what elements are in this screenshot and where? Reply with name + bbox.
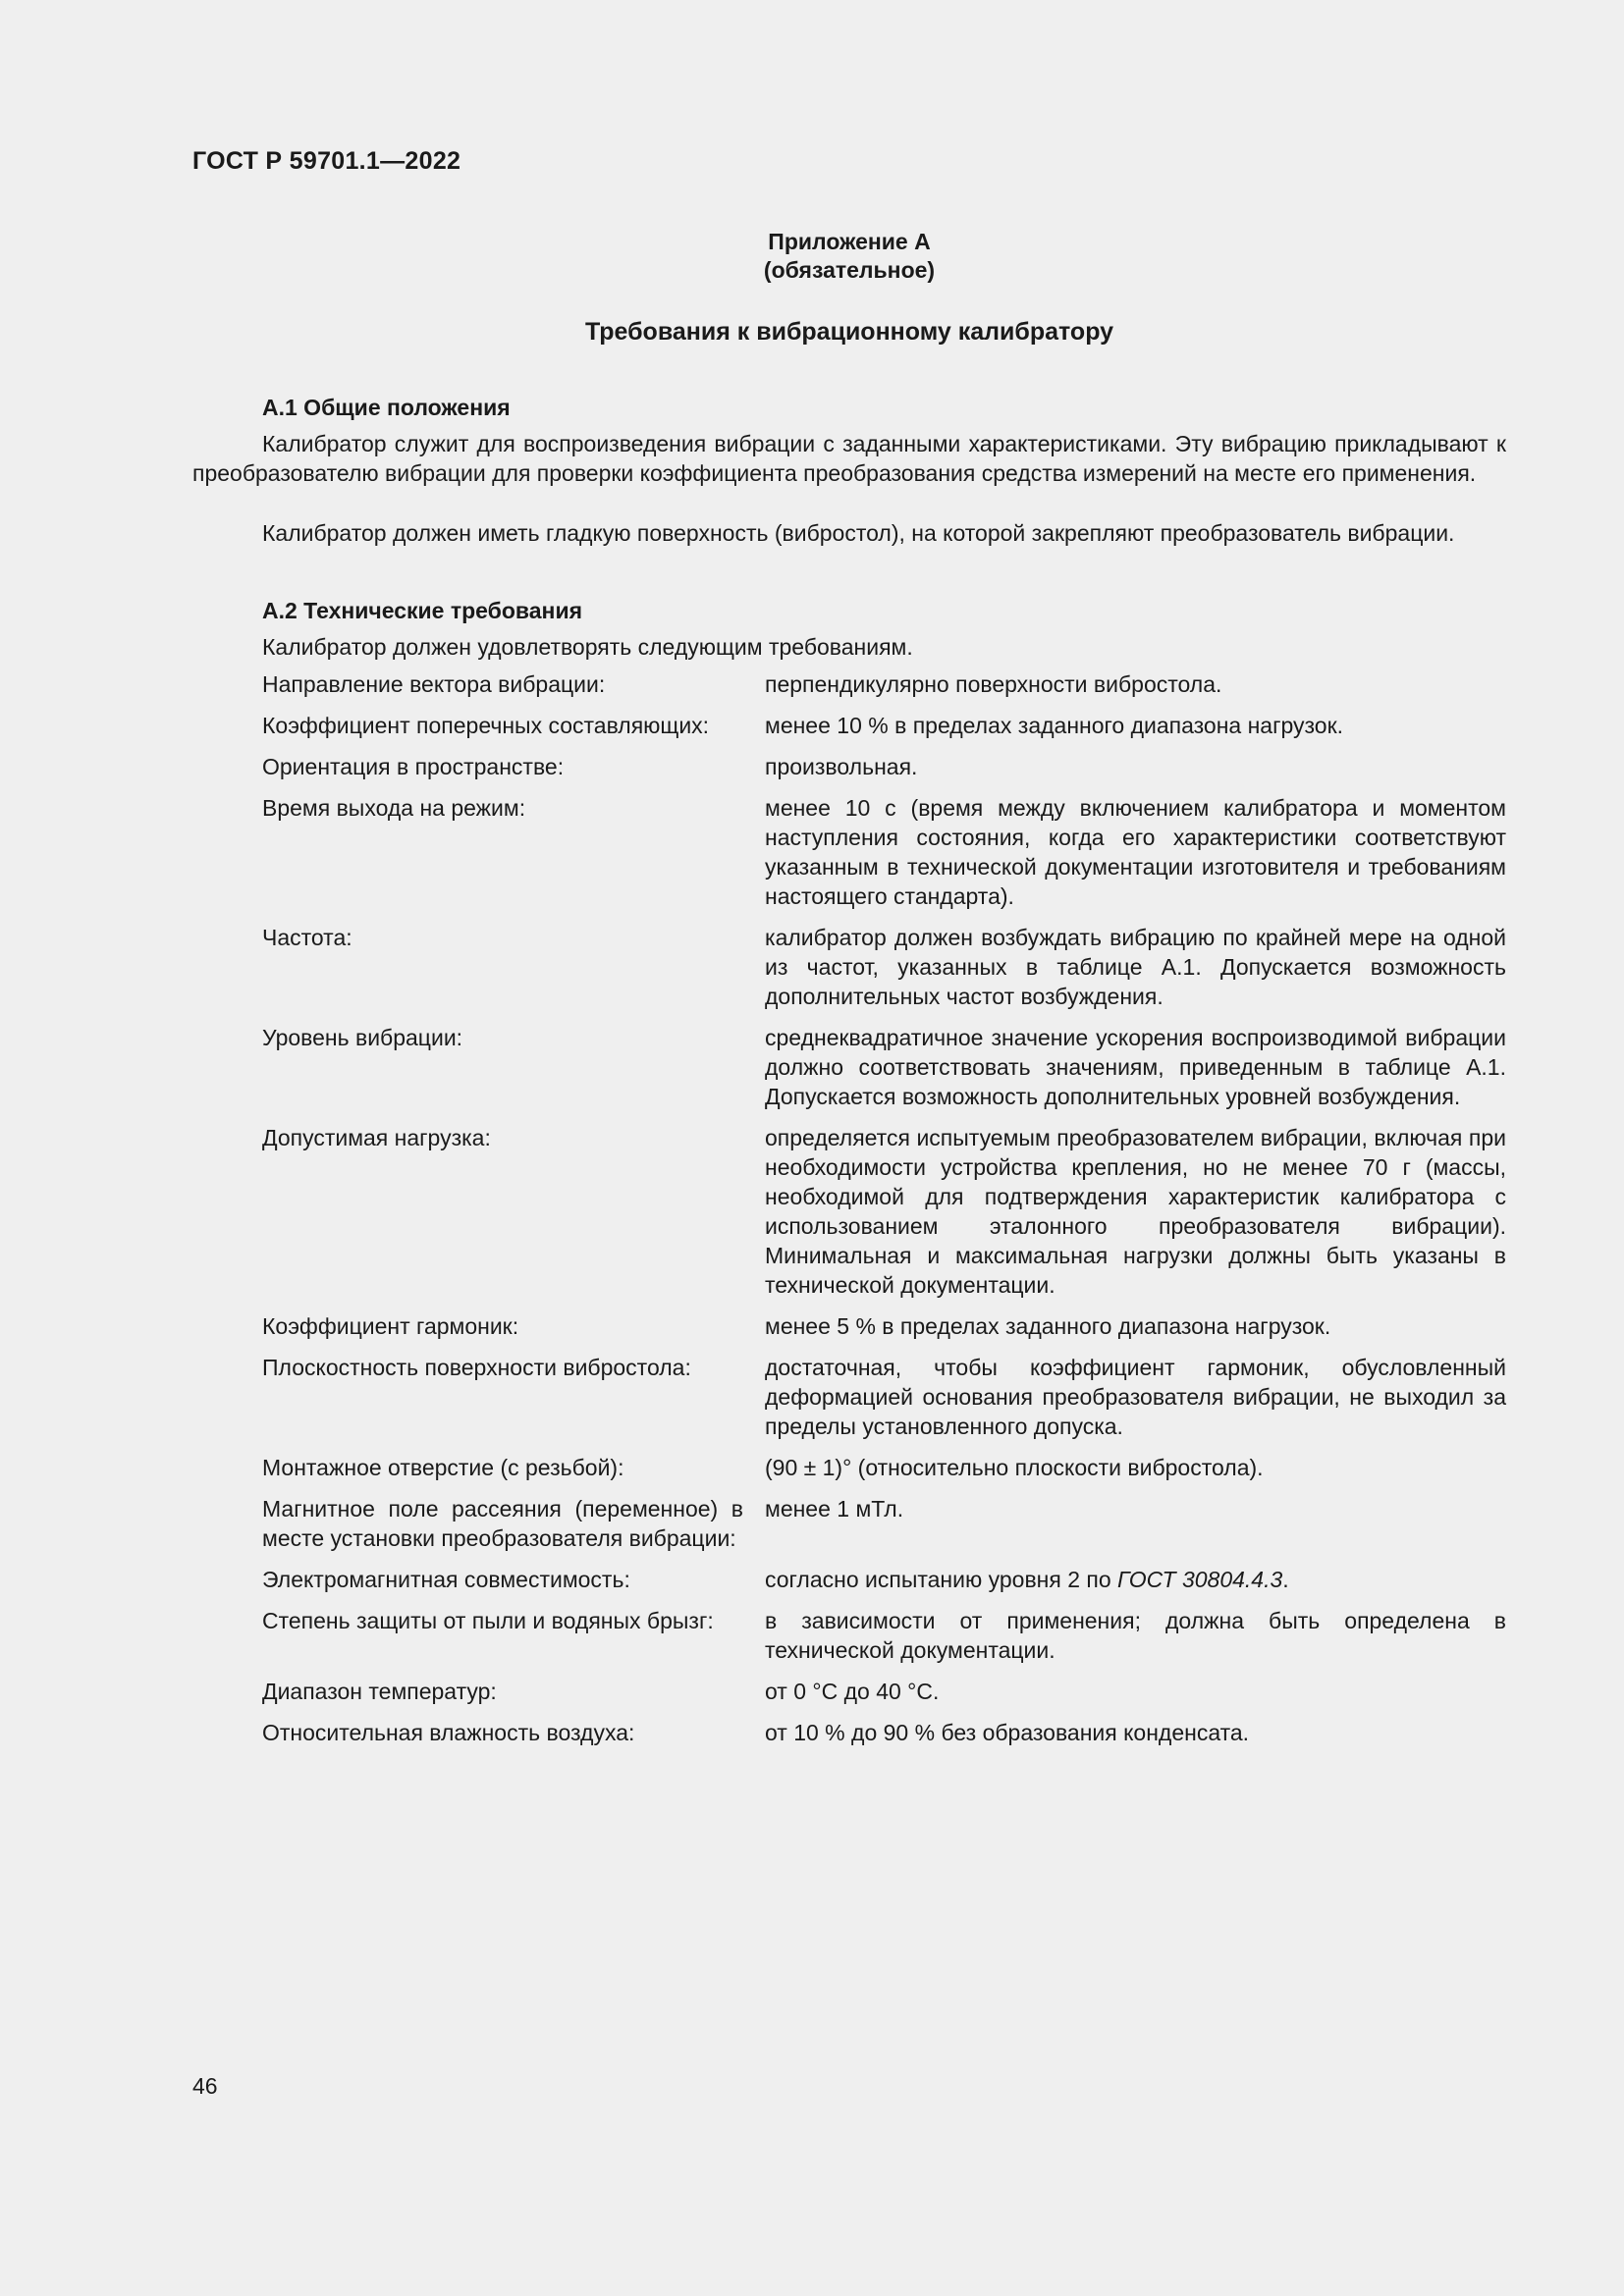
- requirement-row: [262, 1453, 1506, 1482]
- requirement-row: [262, 752, 1506, 781]
- requirement-value: калибратор должен возбуждать вибрацию по крайней мере на одной из частот, указанных в таблице А.1. Допускается возможность дополнительных частот возбуждения.: [765, 925, 1506, 1009]
- requirement-row: [262, 1494, 1506, 1553]
- requirements-list: [262, 669, 1506, 1759]
- requirement-row: [262, 711, 1506, 740]
- requirement-label: Направление вектора вибрации:: [262, 671, 606, 697]
- requirement-label: Степень защиты от пыли и водяных брызг:: [262, 1608, 714, 1633]
- requirement-value-prefix: согласно испытанию уровня 2 по: [765, 1567, 1118, 1592]
- requirement-label: Диапазон температур:: [262, 1679, 497, 1704]
- requirement-value: менее 10 с (время между включением калибратора и моментом наступления состояния, когда его характеристики соответствуют указанным в технической документации изготовителя и требованиям настоящего стандарта).: [765, 795, 1506, 909]
- requirement-value: перпендикулярно поверхности вибростола.: [765, 671, 1222, 697]
- paragraph-a1-purpose: Калибратор служит для воспроизведения вибрации с заданными характеристиками. Эту вибрацию прикладывают к преобразователю вибрации для проверки коэффициента преобразования средства измерений на месте его применения.: [192, 431, 1506, 486]
- requirement-label: Допустимая нагрузка:: [262, 1125, 491, 1150]
- requirement-value: (90 ± 1)° (относительно плоскости вибростола).: [765, 1455, 1264, 1480]
- requirement-value: [765, 1565, 1506, 1594]
- section-heading-a2: А.2 Технические требования: [262, 598, 582, 623]
- requirement-value: от 10 % до 90 % без образования конденсата.: [765, 1720, 1250, 1745]
- requirement-value: от 0 °С до 40 °С.: [765, 1679, 940, 1704]
- section-heading-a1: А.1 Общие положения: [262, 395, 511, 420]
- requirement-row: [262, 1353, 1506, 1441]
- paragraph-a2-intro: Калибратор должен удовлетворять следующим требованиям.: [262, 634, 913, 660]
- requirement-row: [262, 1677, 1506, 1706]
- requirement-value: достаточная, чтобы коэффициент гармоник, обусловленный деформацией основания преобразователя вибрации, не выходил за пределы установленного допуска.: [765, 1355, 1506, 1439]
- requirement-row: [262, 1718, 1506, 1747]
- requirement-label: Электромагнитная совместимость:: [262, 1567, 630, 1592]
- requirement-label: Монтажное отверстие (с резьбой):: [262, 1455, 624, 1480]
- requirement-row: [262, 1565, 1506, 1594]
- requirement-row: [262, 1123, 1506, 1300]
- requirement-value: менее 5 % в пределах заданного диапазона нагрузок.: [765, 1313, 1331, 1339]
- requirement-value-suffix: .: [1282, 1567, 1289, 1592]
- paragraph-a1-surface: Калибратор должен иметь гладкую поверхность (вибростол), на которой закрепляют преобразователь вибрации.: [262, 520, 1455, 546]
- requirement-label: Время выхода на режим:: [262, 795, 526, 821]
- requirement-value: определяется испытуемым преобразователем вибрации, включая при необходимости устройства крепления, но не менее 70 г (массы, необходимой для подтверждения характеристик калибратора с использованием эталонного преобразователя вибрации). Минимальная и максимальная нагрузки должны быть указаны в технической документации.: [765, 1125, 1506, 1298]
- requirement-label: Относительная влажность воздуха:: [262, 1720, 635, 1745]
- requirement-label: Частота:: [262, 925, 352, 950]
- requirement-label: Коэффициент гармоник:: [262, 1313, 519, 1339]
- requirement-label: Коэффициент поперечных составляющих:: [262, 713, 710, 738]
- requirement-row: [262, 1606, 1506, 1665]
- requirement-value: в зависимости от применения; должна быть определена в технической документации.: [765, 1608, 1506, 1663]
- annex-label: Приложение А: [768, 229, 931, 254]
- requirement-value: произвольная.: [765, 754, 918, 779]
- standard-reference: ГОСТ 30804.4.3: [1117, 1567, 1283, 1592]
- requirement-label: Ориентация в пространстве:: [262, 754, 565, 779]
- requirement-row: [262, 1311, 1506, 1341]
- requirement-label: Магнитное поле рассеяния (переменное) в месте установки преобразователя вибрации:: [262, 1496, 743, 1551]
- requirement-value: менее 1 мТл.: [765, 1496, 904, 1522]
- requirement-value: среднеквадратичное значение ускорения воспроизводимой вибрации должно соответствовать значениям, приведенным в таблице А.1. Допускается возможность дополнительных уровней возбуждения.: [765, 1025, 1506, 1109]
- requirement-row: [262, 669, 1506, 699]
- requirement-row: [262, 923, 1506, 1011]
- page-number: 46: [192, 2073, 218, 2099]
- requirement-value: менее 10 % в пределах заданного диапазона нагрузок.: [765, 713, 1344, 738]
- requirement-label: Плоскостность поверхности вибростола:: [262, 1355, 691, 1380]
- annex-status: (обязательное): [763, 257, 936, 283]
- requirement-row: [262, 1023, 1506, 1111]
- requirement-label: Уровень вибрации:: [262, 1025, 463, 1050]
- document-code: ГОСТ Р 59701.1—2022: [192, 147, 461, 175]
- annex-title: Требования к вибрационному калибратору: [584, 318, 1114, 346]
- requirement-row: [262, 793, 1506, 911]
